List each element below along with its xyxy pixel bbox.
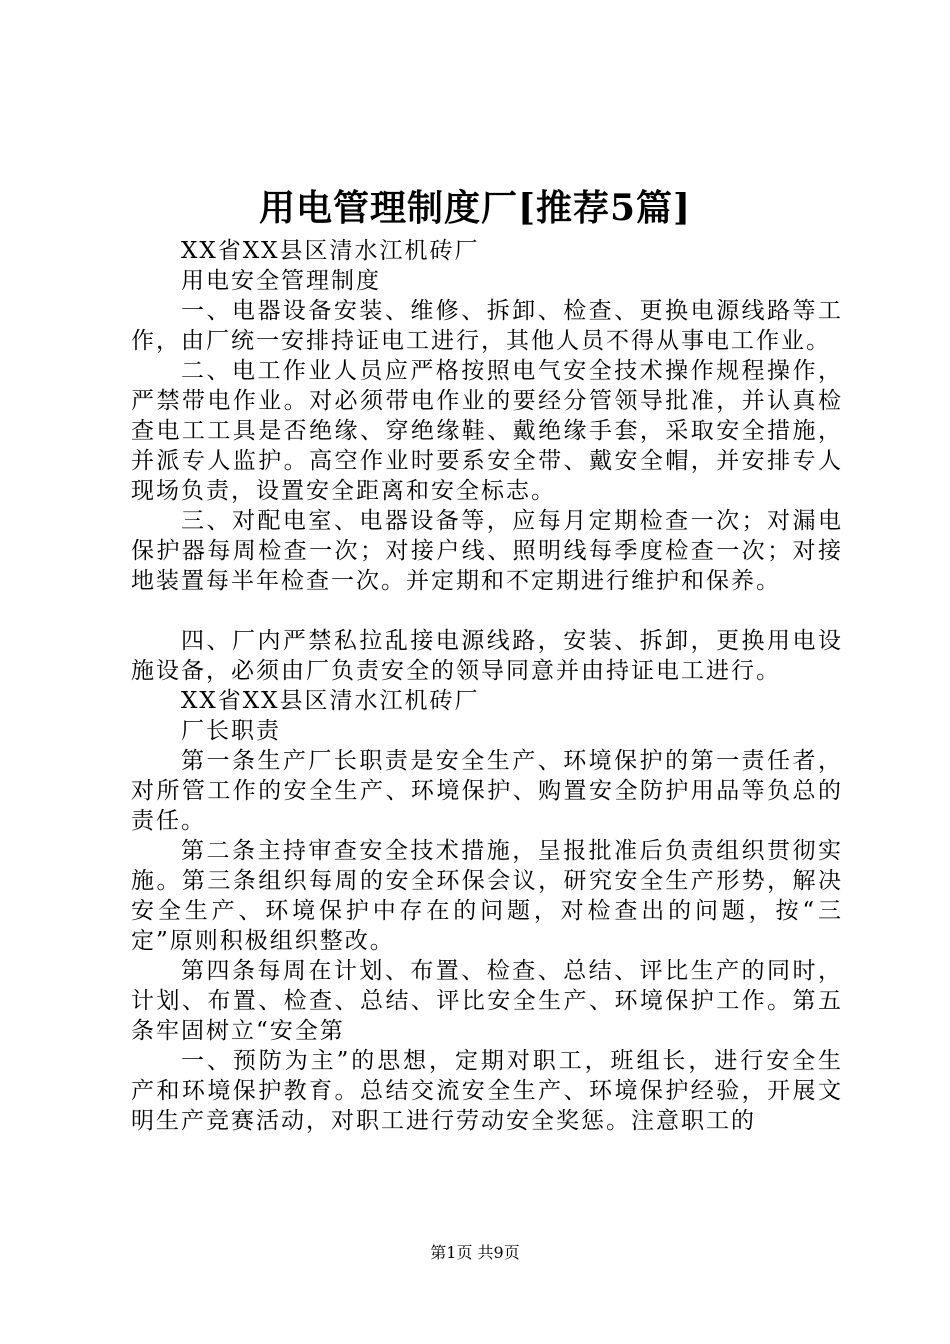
document-body (131, 236, 843, 1136)
paragraph-rule-1: 一、电器设备安装、维修、拆卸、检查、更换电源线路等工作，由厂统一安排持证电工进行，其他人员不得从事电工作业。 (131, 298, 843, 354)
paragraph-continuation: 一、预防为主”的思想，定期对职工，班组长，进行安全生产和环境保护教育。总结交流安全生产、环境保护经验，开展文明生产竞赛活动，对职工进行劳动安全奖惩。注意职工的 (131, 1048, 843, 1134)
paragraph-spacer (131, 596, 843, 626)
page-footer: 第1页 共9页 (430, 1243, 520, 1262)
paragraph-rule-2: 二、电工作业人员应严格按照电气安全技术操作规程操作，严禁带电作业。对必须带电作业的要经分管领导批准，并认真检查电工工具是否绝缘、穿绝缘鞋、戴绝缘手套，采取安全措施，并派专人监护。高空作业时要系安全带、戴安全帽，并安排专人现场负责，设置安全距离和安全标志。 (131, 358, 843, 504)
paragraph-article-2-3: 第二条主持审查安全技术措施，呈报批准后负责组织贯彻实施。第三条组织每周的安全环保会议，研究安全生产形势，解决安全生产、环境保护中存在的问题，对检查出的问题，按“三定”原则积极组织整改。 (131, 838, 843, 954)
paragraph-article-4-5: 第四条每周在计划、布置、检查、总结、评比生产的同时，计划、布置、检查、总结、评比安全生产、环境保护工作。第五条牢固树立“安全第 (131, 958, 843, 1044)
paragraph-rule-3: 三、对配电室、电器设备等，应每月定期检查一次；对漏电保护器每周检查一次；对接户线、照明线每季度检查一次；对接地装置每半年检查一次。并定期和不定期进行维护和保养。 (131, 508, 843, 594)
factory-name-heading: XX省XX县区清水江机砖厂 (181, 238, 480, 264)
document-title: 用电管理制度厂[推荐5篇] (258, 187, 692, 229)
section-heading-director-duties: 厂长职责 (181, 718, 281, 744)
paragraph-article-1: 第一条生产厂长职责是安全生产、环境保护的第一责任者，对所管工作的安全生产、环境保护、购置安全防护用品等负总的责任。 (131, 748, 843, 834)
factory-name-heading-2: XX省XX县区清水江机砖厂 (181, 688, 480, 714)
section-heading-electrical-safety: 用电安全管理制度 (181, 268, 381, 294)
paragraph-rule-4: 四、厂内严禁私拉乱接电源线路，安装、拆卸，更换用电设施设备，必须由厂负责安全的领导同意并由持证电工进行。 (131, 628, 843, 684)
